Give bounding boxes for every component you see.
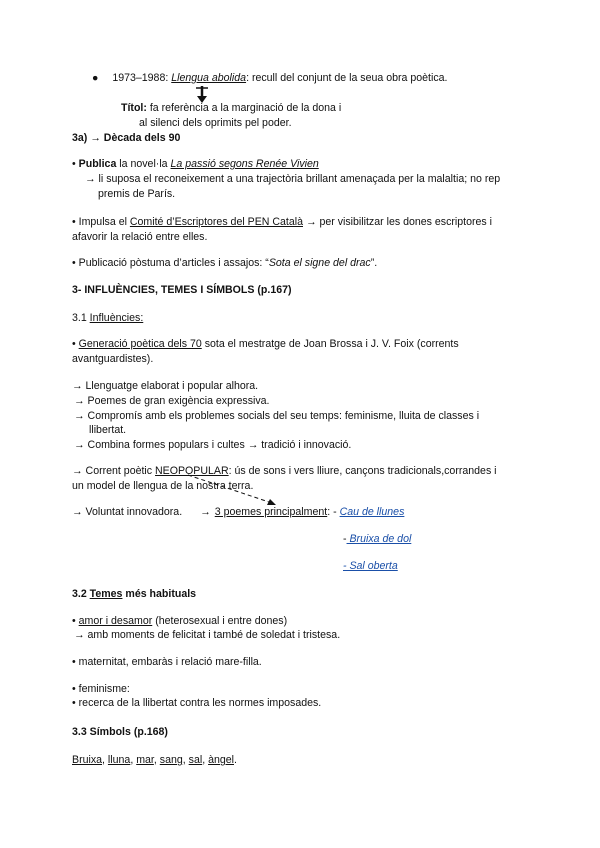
influence-point: → Combina formes populars i cultes → tradició i innovació. xyxy=(74,439,352,451)
symbol-word: mar xyxy=(136,754,154,766)
theme-item: • amor i desamor (heterosexual i entre dones) xyxy=(72,615,288,627)
symbol-word: sal xyxy=(188,754,203,766)
subsection-heading-3-3: 3.3 Símbols (p.168) xyxy=(72,726,168,738)
poem-link[interactable]: - Sal oberta xyxy=(343,560,398,572)
symbol-word: sang xyxy=(159,754,183,766)
influence-point: → Poemes de gran exigència expressiva. xyxy=(74,395,270,407)
influence-point: → Corrent poètic NEOPOPULAR: ús de sons i vers lliure, cançons tradicionals,corrandes i xyxy=(72,465,497,477)
timeline-item: ● 1973–1988: Llengua abolida: recull del conjunt de la seua obra poètica. xyxy=(92,72,448,84)
influence-point-continued: un model de llengua de la nostra terra. xyxy=(72,480,254,492)
list-item: • Impulsa el Comité d’Escriptores del PEN Català → per visibilitzar les dones escriptores i xyxy=(72,216,492,228)
title-note-continued: al silenci dels oprimits pel poder. xyxy=(139,117,292,129)
section-heading-3: 3- INFLUÈNCIES, TEMES I SÍMBOLS (p.167) xyxy=(72,284,292,296)
section-heading-3a: 3a) → Dècada dels 90 xyxy=(72,132,181,144)
work-title: Sota el signe del drac xyxy=(268,257,371,269)
symbol-word: lluna xyxy=(107,754,131,766)
subsection-heading-3-1: 3.1 Influències: xyxy=(72,312,144,324)
list-item: • Publica la novel·la La passió segons Renée Vivien xyxy=(72,158,319,170)
work-title: La passió segons Renée Vivien xyxy=(170,158,319,170)
theme-detail: → amb moments de felicitat i també de soledat i tristesa. xyxy=(74,629,341,641)
work-title: Llengua abolida xyxy=(171,72,247,84)
list-item: • Publicació pòstuma d’articles i assajos: “Sota el signe del drac”. xyxy=(72,257,378,269)
title-note: Títol: fa referència a la marginació de la dona i xyxy=(121,102,342,114)
list-item-detail: → li suposa el reconeixement a una trajectòria brillant amenaçada per la malaltia; no rep xyxy=(85,173,501,185)
theme-item: • feminisme: xyxy=(72,683,130,695)
theme-item: • recerca de la llibertat contra les normes imposades. xyxy=(72,697,322,709)
list-item-detail: afavorir la relació entre elles. xyxy=(72,231,208,243)
subsection-heading-3-2: 3.2 Temes més habituals xyxy=(72,588,197,600)
poem-link[interactable]: Bruixa de dol xyxy=(346,533,412,545)
poem-item: - Bruixa de dol xyxy=(343,533,412,545)
symbols-list: Bruixa, lluna, mar, sang, sal, àngel. xyxy=(72,754,237,766)
list-item-detail: premis de París. xyxy=(98,188,176,200)
influence-point: → Voluntat innovadora. → 3 poemes principalment: - Cau de llunes xyxy=(72,506,405,518)
list-item: • Generació poètica dels 70 sota el mestratge de Joan Brossa i J. V. Foix (corrents xyxy=(72,338,459,350)
list-item-detail: avantguardistes). xyxy=(72,353,154,365)
influence-point: → Compromís amb els problemes socials del seu temps: feminisme, lluita de classes i xyxy=(74,410,480,422)
theme-item: • maternitat, embaràs i relació mare-filla. xyxy=(72,656,262,668)
influence-point-continued: llibertat. xyxy=(89,424,127,436)
influence-point: → Llenguatge elaborat i popular alhora. xyxy=(72,380,259,392)
symbol-word: Bruixa xyxy=(72,754,103,766)
poem-link[interactable]: Cau de llunes xyxy=(339,506,405,518)
bullet: ● xyxy=(92,72,99,84)
symbol-word: àngel xyxy=(208,754,234,766)
